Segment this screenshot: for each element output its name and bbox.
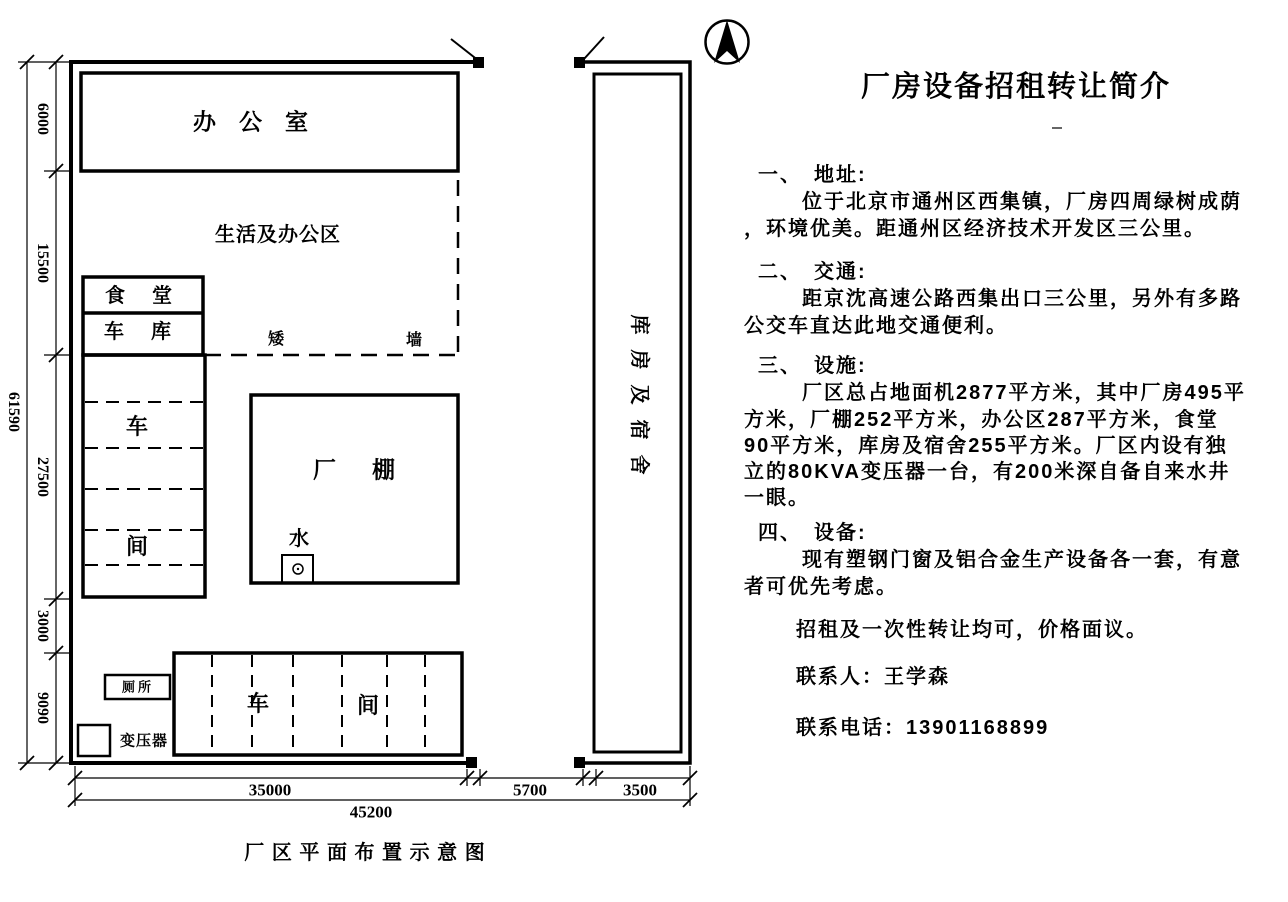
dim-bottom-3500: 3500 xyxy=(623,780,657,800)
dim-left-total-61590: 61590 xyxy=(5,392,22,432)
section-1-heading: 一、 地址: xyxy=(758,164,867,186)
left-workshop-label-jian: 间 xyxy=(125,534,149,559)
dim-left-3000: 3000 xyxy=(34,610,51,642)
bottom-workshop-outline xyxy=(174,653,462,755)
section-3-line: 90平方米，库房及宿舍255平方米。厂区内设有独 xyxy=(744,435,1228,457)
section-1-line: ，环境优美。距通州区经济技术开发区三公里。 xyxy=(744,218,1206,240)
low-wall-label-ai: 矮 xyxy=(267,331,285,348)
section-3-line: 一眼。 xyxy=(744,487,810,509)
water-well-label: 水 xyxy=(289,528,309,550)
dim-left-6000: 6000 xyxy=(34,103,51,135)
section-4-heading: 四、 设备: xyxy=(758,522,867,544)
section-3-line: 方米，厂棚252平方米，办公区287平方米，食堂 xyxy=(744,409,1219,431)
warehouse-dorm-label: 库房及宿舍 xyxy=(628,314,650,490)
bottom-dimension-lines xyxy=(75,766,690,806)
living-office-area-label: 生活及办公区 xyxy=(215,224,341,246)
doc-title: 厂房设备招租转让简介 xyxy=(860,71,1171,103)
compound-walls xyxy=(69,60,474,765)
section-1-line: 位于北京市通州区西集镇，厂房四周绿树成荫 xyxy=(802,191,1242,213)
section-3-line: 立的80KVA变压器一台，有200米深自备自来水井 xyxy=(744,461,1231,483)
left-workshop-label-che: 车 xyxy=(125,414,149,439)
low-wall-label-qiang: 墙 xyxy=(405,332,423,349)
contact-person-line: 联系人：王学森 xyxy=(796,666,950,688)
deal-terms-line: 招租及一次性转让均可，价格面议。 xyxy=(796,619,1148,641)
dim-bottom-5700: 5700 xyxy=(513,780,547,800)
bottom-workshop-label-jian: 间 xyxy=(356,693,380,718)
section-4-line: 现有塑钢门窗及铝合金生产设备各一套，有意 xyxy=(802,549,1242,571)
plan-caption: 厂 区 平 面 布 置 示 意 图 xyxy=(244,842,486,864)
garage-label: 车库 xyxy=(104,321,198,343)
left-dimension-lines xyxy=(18,62,71,763)
dim-bottom-35000: 35000 xyxy=(248,780,292,800)
section-2-line: 公交车直达此地交通便利。 xyxy=(744,315,1008,337)
leaflet-text-column xyxy=(744,0,1288,902)
water-well-box xyxy=(282,555,313,583)
gate-marker-squares xyxy=(466,57,585,768)
dim-bottom-total-45200: 45200 xyxy=(349,802,393,822)
section-4-line: 者可优先考虑。 xyxy=(744,576,898,598)
section-2-heading: 二、 交通: xyxy=(758,261,867,283)
low-wall-dashed xyxy=(205,180,458,355)
shed-label: 厂棚 xyxy=(313,456,431,483)
contact-phone-line: 联系电话：13901168899 xyxy=(796,717,1050,739)
dim-left-15500: 15500 xyxy=(34,243,51,283)
dim-left-27500: 27500 xyxy=(34,457,51,497)
toilet-label: 厕所 xyxy=(121,679,155,695)
bottom-workshop-bays xyxy=(212,655,425,753)
canteen-label: 食堂 xyxy=(105,285,199,307)
left-workshop-outline xyxy=(83,355,205,597)
bottom-workshop-label-che: 车 xyxy=(246,691,270,716)
section-3-heading: 三、 设施: xyxy=(758,355,867,377)
section-2-line: 距京沈高速公路西集出口三公里，另外有多路 xyxy=(802,288,1242,310)
transformer-outline xyxy=(78,725,110,756)
transformer-label: 变压器 xyxy=(119,732,169,750)
office-label: 办公室 xyxy=(193,108,331,135)
north-arrow-icon xyxy=(706,20,749,64)
section-3-line: 厂区总占地面机2877平方米，其中厂房495平 xyxy=(802,382,1246,404)
dim-left-9090: 9090 xyxy=(34,692,51,724)
